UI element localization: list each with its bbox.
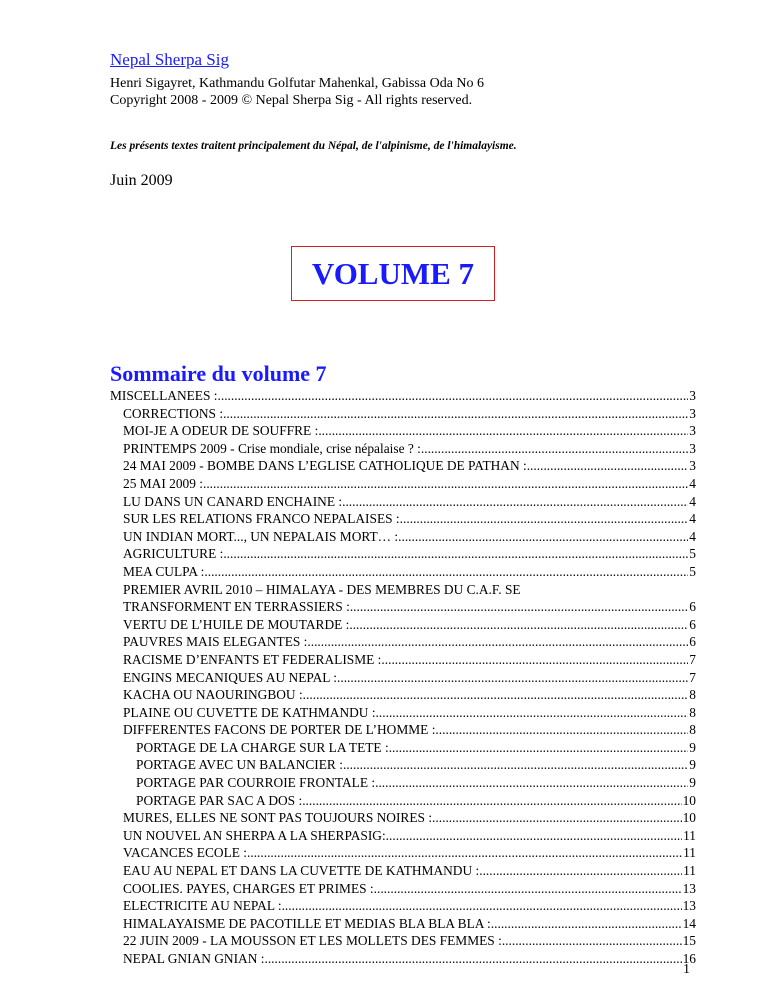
toc-entry-title: COOLIES. PAYES, CHARGES ET PRIMES :: [123, 880, 374, 896]
toc-entry-page: 3: [689, 405, 696, 421]
toc-entry-page: 10: [682, 792, 696, 808]
toc-entry-title: VERTU DE L’HUILE DE MOUTARDE :: [123, 616, 350, 632]
toc-entry[interactable]: [110, 669, 696, 687]
toc-entry-title: PREMIER AVRIL 2010 – HIMALAYA - DES MEMBRES DU C.A.F. SE: [123, 581, 521, 597]
toc-entry-page: 6: [689, 634, 696, 650]
toc-entry[interactable]: [110, 581, 696, 599]
toc-entry-page: 11: [683, 863, 696, 879]
toc-entry-page: 3: [689, 423, 696, 439]
toc-entry-title: 25 MAI 2009 :: [123, 475, 203, 491]
toc-entry-title: PORTAGE DE LA CHARGE SUR LA TETE :: [136, 739, 389, 755]
toc-entry-title: PLAINE OU CUVETTE DE KATHMANDU :: [123, 704, 376, 720]
toc-entry[interactable]: [110, 387, 696, 405]
toc-entry[interactable]: [110, 704, 696, 722]
toc-entry[interactable]: [110, 915, 696, 933]
volume-title-box: [291, 246, 495, 301]
toc-entry-page: 9: [689, 739, 696, 755]
intro-text: Les présents textes traitent principalement du Népal, de l'alpinisme, de l'himalayisme.: [110, 140, 517, 152]
toc-entry[interactable]: [110, 950, 696, 968]
toc-entry[interactable]: [110, 809, 696, 827]
table-of-contents: [110, 387, 696, 968]
toc-entry[interactable]: [110, 932, 696, 950]
toc-entry-page: 16: [682, 951, 696, 966]
toc-entry-title: ELECTRICITE AU NEPAL :: [123, 898, 282, 914]
page-number: 1: [683, 962, 690, 977]
toc-entry-page: 6: [689, 616, 696, 632]
toc-entry-page: 5: [689, 546, 696, 562]
publication-date: Juin 2009: [110, 172, 173, 189]
toc-entry-title: UN NOUVEL AN SHERPA A LA SHERPASIG:: [123, 827, 386, 843]
toc-entry-title: DIFFERENTES FACONS DE PORTER DE L’HOMME :: [123, 722, 436, 738]
toc-entry-title: UN INDIAN MORT..., UN NEPALAIS MORT… :: [123, 528, 399, 544]
toc-entry[interactable]: [110, 510, 696, 528]
toc-entry-title: 24 MAI 2009 - BOMBE DANS L’EGLISE CATHOLIQUE DE PATHAN :: [123, 458, 527, 474]
toc-entry-page: 13: [682, 880, 696, 896]
toc-entry-title: PORTAGE PAR SAC A DOS :: [136, 792, 303, 808]
toc-entry-page: 3: [689, 458, 696, 474]
toc-entry-title: PORTAGE AVEC UN BALANCIER :: [136, 757, 343, 773]
toc-entry[interactable]: [110, 739, 696, 757]
toc-entry[interactable]: [110, 686, 696, 704]
toc-entry-page: 11: [683, 845, 696, 861]
toc-entry[interactable]: [110, 651, 696, 669]
toc-entry-page: 4: [689, 475, 696, 491]
toc-entry-page: 8: [689, 704, 696, 720]
toc-entry-page: 7: [689, 651, 696, 667]
toc-entry-title: TRANSFORMENT EN TERRASSIERS :: [123, 599, 350, 615]
toc-entry[interactable]: [110, 598, 696, 616]
toc-entry[interactable]: [110, 475, 696, 493]
toc-entry[interactable]: [110, 528, 696, 546]
toc-entry-title: MURES, ELLES NE SONT PAS TOUJOURS NOIRES :: [123, 810, 433, 826]
toc-entry-title: MOI-JE A ODEUR DE SOUFFRE :: [123, 423, 319, 439]
toc-entry-page: 15: [682, 933, 696, 949]
toc-entry-title: NEPAL GNIAN GNIAN :: [123, 951, 265, 966]
toc-entry[interactable]: [110, 792, 696, 810]
toc-entry-title: MEA CULPA :: [123, 563, 205, 579]
toc-entry-page: 7: [689, 669, 696, 685]
toc-entry-title: KACHA OU NAOURINGBOU :: [123, 687, 303, 703]
toc-entry[interactable]: [110, 721, 696, 739]
toc-entry-page: 9: [689, 775, 696, 791]
toc-entry[interactable]: [110, 897, 696, 915]
toc-entry[interactable]: [110, 457, 696, 475]
toc-entry[interactable]: [110, 405, 696, 423]
toc-entry-page: 6: [689, 599, 696, 615]
toc-entry-title: CORRECTIONS :: [123, 405, 224, 421]
toc-entry-title: RACISME D’ENFANTS ET FEDERALISME :: [123, 651, 382, 667]
toc-entry-page: 4: [689, 528, 696, 544]
toc-entry-page: 8: [689, 687, 696, 703]
toc-entry-page: 8: [689, 722, 696, 738]
toc-heading: Sommaire du volume 7: [110, 361, 327, 386]
toc-entry-title: PRINTEMPS 2009 - Crise mondiale, crise népalaise ? :: [123, 440, 421, 456]
toc-entry-page: 5: [689, 563, 696, 579]
toc-entry-page: 4: [689, 511, 696, 527]
toc-entry-page: 3: [689, 388, 696, 403]
toc-entry[interactable]: [110, 616, 696, 634]
toc-entry-page: 3: [689, 440, 696, 456]
toc-entry-page: 14: [682, 915, 696, 931]
toc-entry-title: PAUVRES MAIS ELEGANTES :: [123, 634, 308, 650]
toc-entry-page: 9: [689, 757, 696, 773]
toc-entry[interactable]: [110, 563, 696, 581]
toc-entry-title: 22 JUIN 2009 - LA MOUSSON ET LES MOLLETS DES FEMMES :: [123, 933, 502, 949]
toc-entry-title: MISCELLANEES :: [110, 388, 218, 403]
toc-entry-title: LU DANS UN CANARD ENCHAINE :: [123, 493, 343, 509]
site-link[interactable]: Nepal Sherpa Sig: [110, 50, 229, 69]
toc-entry-title: VACANCES ECOLE :: [123, 845, 247, 861]
toc-entry-title: PORTAGE PAR COURROIE FRONTALE :: [136, 775, 376, 791]
toc-entry[interactable]: [110, 774, 696, 792]
toc-entry[interactable]: [110, 422, 696, 440]
toc-entry[interactable]: [110, 844, 696, 862]
copyright-notice: Copyright 2008 - 2009 © Nepal Sherpa Sig - All rights reserved.: [110, 93, 473, 108]
toc-entry-title: HIMALAYAISME DE PACOTILLE ET MEDIAS BLA BLA BLA :: [123, 915, 491, 931]
toc-entry-title: EAU AU NEPAL ET DANS LA CUVETTE DE KATHMANDU :: [123, 863, 480, 879]
toc-entry[interactable]: [110, 493, 696, 511]
toc-entry[interactable]: [110, 862, 696, 880]
toc-entry[interactable]: [110, 756, 696, 774]
toc-entry[interactable]: [110, 545, 696, 563]
toc-entry-page: 10: [682, 810, 696, 826]
author-address: Henri Sigayret, Kathmandu Golfutar Mahenkal, Gabissa Oda No 6: [110, 76, 485, 91]
toc-entry-title: AGRICULTURE :: [123, 546, 224, 562]
volume-title: VOLUME 7: [311, 255, 475, 291]
toc-entry-title: SUR LES RELATIONS FRANCO NEPALAISES :: [123, 511, 400, 527]
toc-entry[interactable]: [110, 827, 696, 845]
toc-entry-page: 4: [689, 493, 696, 509]
toc-entry[interactable]: [110, 440, 696, 458]
toc-entry[interactable]: [110, 633, 696, 651]
toc-entry-page: 13: [682, 898, 696, 914]
toc-entry-title: ENGINS MECANIQUES AU NEPAL :: [123, 669, 338, 685]
toc-entry[interactable]: [110, 880, 696, 898]
toc-entry-page: 11: [683, 827, 696, 843]
